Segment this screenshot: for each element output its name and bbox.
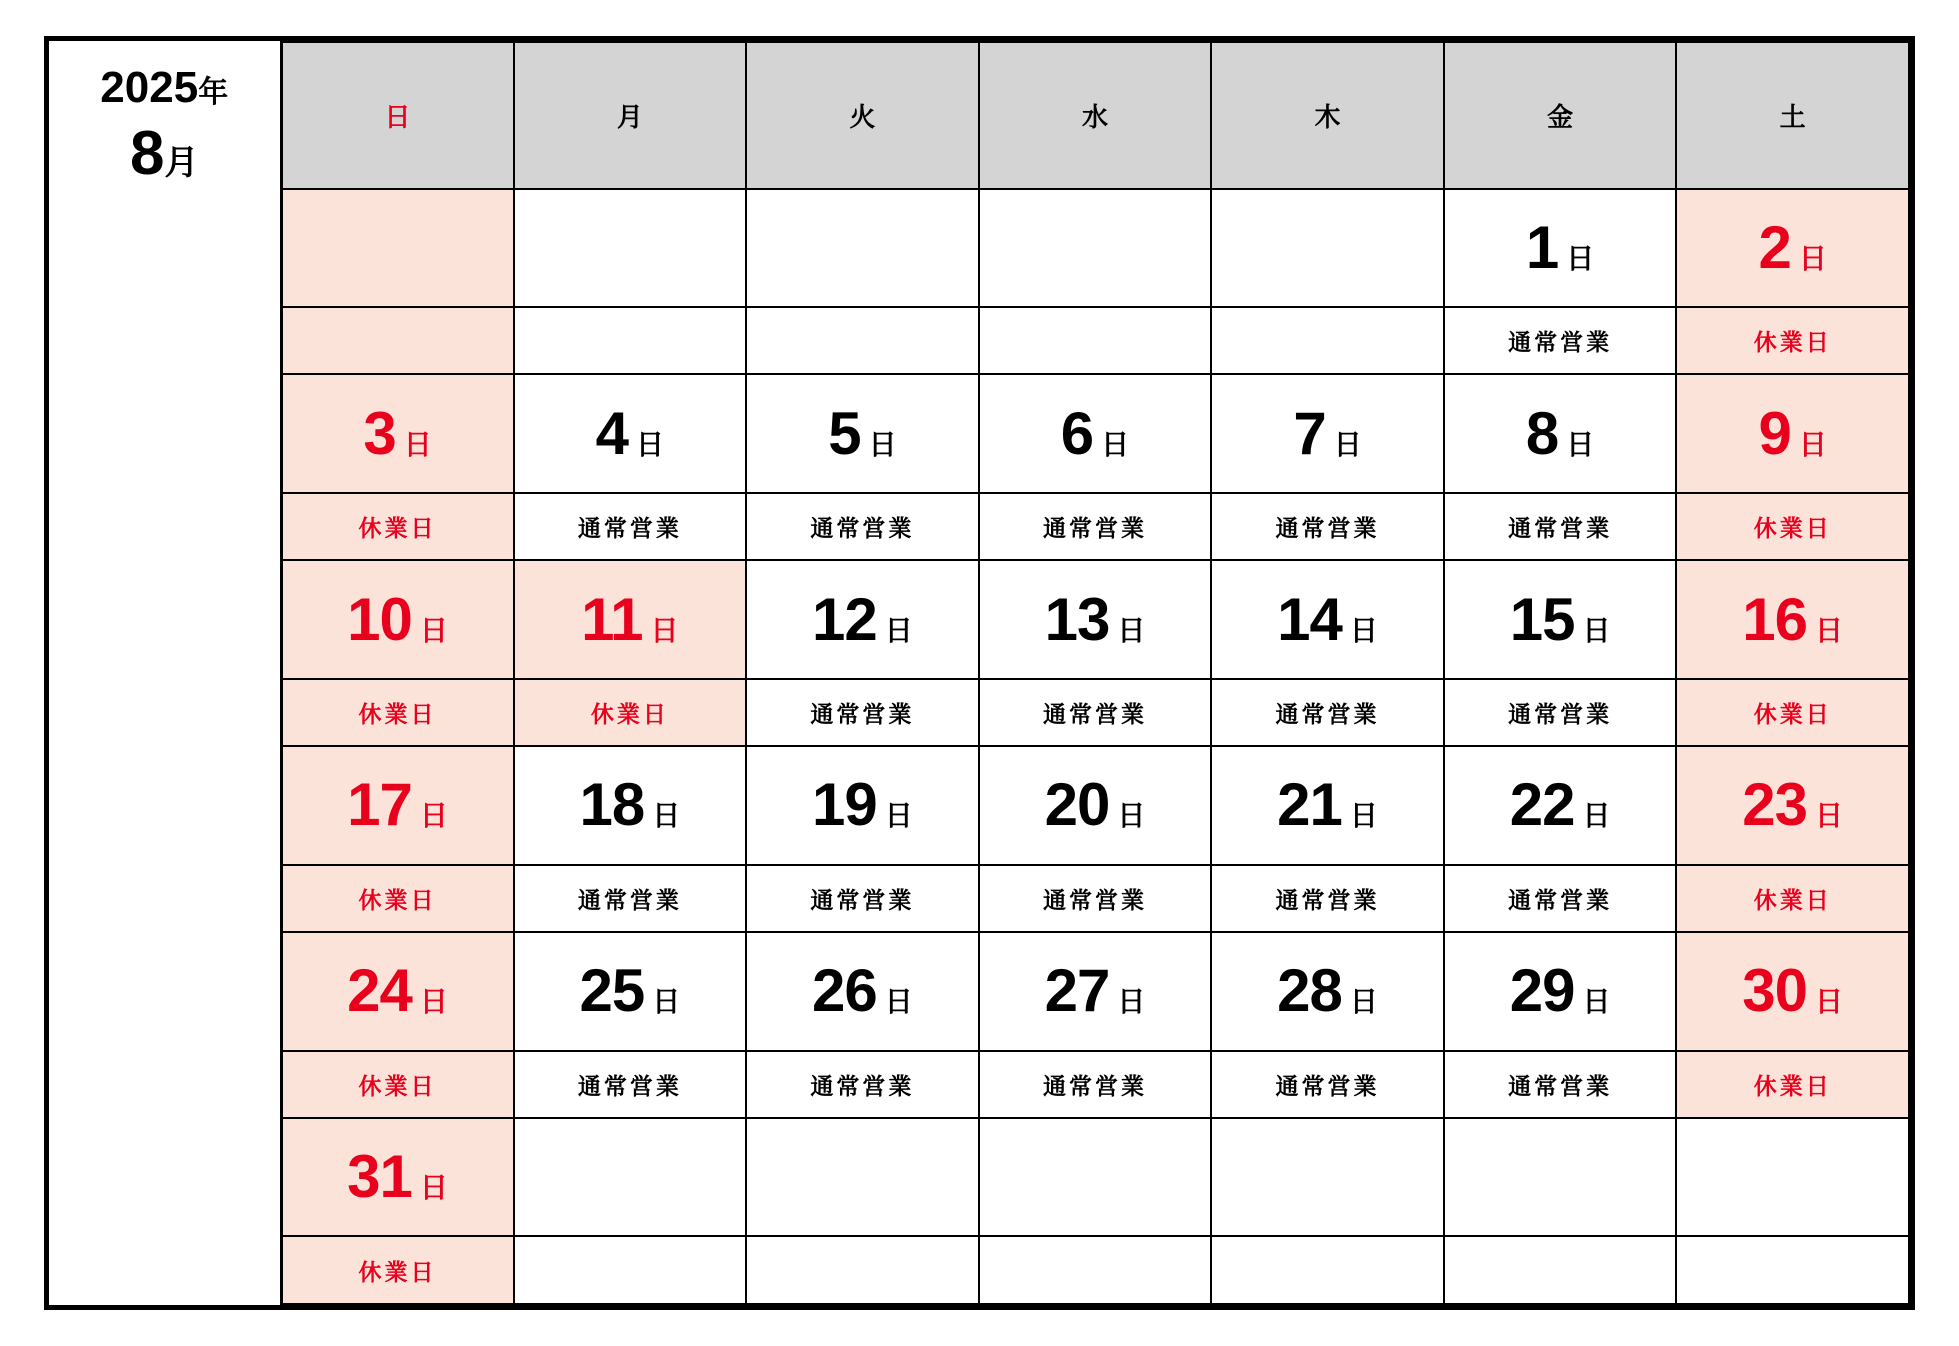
week-note-row bbox=[49, 865, 1909, 932]
title-column-spacer bbox=[49, 746, 281, 865]
day-unit-label: 日 bbox=[1815, 986, 1844, 1018]
day-cell-17[interactable] bbox=[281, 746, 514, 865]
day-unit-label: 日 bbox=[1582, 986, 1611, 1018]
status-cell-28[interactable]: 通常営業 bbox=[1211, 1051, 1444, 1118]
calendar-header bbox=[49, 42, 1909, 189]
weekday-mon: 月 bbox=[514, 42, 747, 189]
day-cell-31[interactable] bbox=[281, 1118, 514, 1237]
title-year-suffix: 年 bbox=[198, 76, 229, 109]
status-cell-17[interactable]: 休業日 bbox=[281, 865, 514, 932]
day-cell-28[interactable] bbox=[1211, 932, 1444, 1051]
day-unit-label: 日 bbox=[1349, 800, 1378, 832]
day-number: 24 bbox=[347, 957, 412, 1025]
day-number: 9 bbox=[1758, 399, 1791, 467]
day-unit-label: 日 bbox=[1333, 428, 1362, 460]
day-unit-label: 日 bbox=[403, 428, 432, 460]
day-cell-empty bbox=[746, 189, 979, 308]
day-cell-6[interactable] bbox=[979, 374, 1212, 493]
day-number: 8 bbox=[1525, 399, 1559, 467]
day-unit-label: 日 bbox=[884, 986, 913, 1018]
day-cell-1[interactable] bbox=[1444, 189, 1677, 308]
status-cell-empty bbox=[514, 307, 747, 374]
status-cell-empty bbox=[979, 307, 1212, 374]
day-number: 22 bbox=[1509, 771, 1575, 839]
title-column-spacer bbox=[49, 1236, 281, 1304]
day-unit-label: 日 bbox=[1798, 242, 1827, 274]
status-cell-7[interactable]: 通常営業 bbox=[1211, 493, 1444, 560]
title-column-spacer bbox=[49, 189, 281, 308]
day-unit-label: 日 bbox=[1349, 986, 1378, 1018]
status-cell-23[interactable]: 休業日 bbox=[1676, 865, 1909, 932]
day-cell-27[interactable] bbox=[979, 932, 1212, 1051]
week-number-row bbox=[49, 560, 1909, 679]
title-column-spacer bbox=[49, 1118, 281, 1237]
day-cell-4[interactable] bbox=[514, 374, 747, 493]
week-number-row bbox=[49, 746, 1909, 865]
day-unit-label: 日 bbox=[652, 986, 681, 1018]
status-cell-30[interactable]: 休業日 bbox=[1676, 1051, 1909, 1118]
day-number: 5 bbox=[828, 399, 861, 467]
day-number: 29 bbox=[1509, 957, 1575, 1025]
day-number: 11 bbox=[581, 585, 643, 653]
day-cell-2[interactable] bbox=[1676, 189, 1909, 308]
day-unit-label: 日 bbox=[1815, 800, 1844, 832]
status-cell-29[interactable]: 通常営業 bbox=[1444, 1051, 1677, 1118]
calendar-table bbox=[49, 41, 1910, 1305]
week-note-row bbox=[49, 307, 1909, 374]
status-cell-empty bbox=[281, 307, 514, 374]
day-unit-label: 日 bbox=[884, 800, 913, 832]
day-number: 26 bbox=[812, 957, 877, 1025]
status-cell-13[interactable]: 通常営業 bbox=[979, 679, 1212, 746]
status-cell-15[interactable]: 通常営業 bbox=[1444, 679, 1677, 746]
day-cell-empty bbox=[1676, 1118, 1909, 1237]
day-cell-9[interactable] bbox=[1676, 374, 1909, 493]
status-cell-18[interactable]: 通常営業 bbox=[514, 865, 747, 932]
day-cell-20[interactable] bbox=[979, 746, 1212, 865]
title-column-spacer bbox=[49, 307, 281, 374]
day-cell-3[interactable] bbox=[281, 374, 514, 493]
status-cell-empty bbox=[979, 1236, 1212, 1304]
status-cell-empty bbox=[1211, 307, 1444, 374]
status-cell-27[interactable]: 通常営業 bbox=[979, 1051, 1212, 1118]
day-cell-empty bbox=[746, 1118, 979, 1237]
status-cell-empty bbox=[514, 1236, 747, 1304]
status-cell-20[interactable]: 通常営業 bbox=[979, 865, 1212, 932]
day-cell-14[interactable] bbox=[1211, 560, 1444, 679]
day-cell-empty bbox=[281, 189, 514, 308]
day-cell-13[interactable] bbox=[979, 560, 1212, 679]
weekday-thu: 木 bbox=[1211, 42, 1444, 189]
status-cell-5[interactable]: 通常営業 bbox=[746, 493, 979, 560]
day-cell-empty bbox=[979, 1118, 1212, 1237]
status-cell-22[interactable]: 通常営業 bbox=[1444, 865, 1677, 932]
day-cell-empty bbox=[514, 1118, 747, 1237]
day-cell-18[interactable] bbox=[514, 746, 747, 865]
day-cell-25[interactable] bbox=[514, 932, 747, 1051]
day-cell-empty bbox=[1211, 189, 1444, 308]
title-column-spacer bbox=[49, 1051, 281, 1118]
weekday-sat: 土 bbox=[1676, 42, 1909, 189]
day-cell-empty bbox=[1211, 1118, 1444, 1237]
day-unit-label: 日 bbox=[1798, 428, 1827, 460]
title-year-number: 2025 bbox=[100, 63, 199, 112]
day-unit-label: 日 bbox=[419, 986, 448, 1018]
day-unit-label: 日 bbox=[419, 614, 448, 646]
day-number: 20 bbox=[1044, 771, 1110, 839]
status-cell-10[interactable]: 休業日 bbox=[281, 679, 514, 746]
week-number-row bbox=[49, 932, 1909, 1051]
day-unit-label: 日 bbox=[650, 614, 679, 646]
week-note-row bbox=[49, 679, 1909, 746]
day-unit-label: 日 bbox=[1117, 986, 1146, 1018]
status-cell-16[interactable]: 休業日 bbox=[1676, 679, 1909, 746]
status-cell-empty bbox=[746, 307, 979, 374]
day-cell-11[interactable] bbox=[514, 560, 747, 679]
day-number: 4 bbox=[595, 399, 629, 467]
status-cell-empty bbox=[1676, 1236, 1909, 1304]
day-cell-21[interactable] bbox=[1211, 746, 1444, 865]
day-cell-empty bbox=[979, 189, 1212, 308]
status-cell-empty bbox=[746, 1236, 979, 1304]
title-year bbox=[49, 64, 280, 112]
day-number: 6 bbox=[1060, 399, 1094, 467]
day-cell-24[interactable] bbox=[281, 932, 514, 1051]
status-cell-empty bbox=[1211, 1236, 1444, 1304]
calendar-body bbox=[49, 189, 1909, 1304]
day-number: 28 bbox=[1277, 957, 1342, 1025]
title-month-number: 8 bbox=[130, 119, 165, 189]
status-cell-2[interactable]: 休業日 bbox=[1676, 307, 1909, 374]
day-number: 15 bbox=[1509, 585, 1575, 653]
status-cell-8[interactable]: 通常営業 bbox=[1444, 493, 1677, 560]
status-cell-1[interactable]: 通常営業 bbox=[1444, 307, 1677, 374]
day-unit-label: 日 bbox=[1566, 428, 1595, 460]
week-note-row bbox=[49, 1051, 1909, 1118]
status-cell-14[interactable]: 通常営業 bbox=[1211, 679, 1444, 746]
week-note-row bbox=[49, 493, 1909, 560]
title-column-spacer bbox=[49, 865, 281, 932]
day-cell-12[interactable] bbox=[746, 560, 979, 679]
day-unit-label: 日 bbox=[1101, 428, 1130, 460]
day-cell-19[interactable] bbox=[746, 746, 979, 865]
week-number-row bbox=[49, 189, 1909, 308]
day-number: 1 bbox=[1525, 213, 1559, 281]
status-cell-4[interactable]: 通常営業 bbox=[514, 493, 747, 560]
status-cell-11[interactable]: 休業日 bbox=[514, 679, 747, 746]
day-cell-30[interactable] bbox=[1676, 932, 1909, 1051]
title-month bbox=[49, 120, 280, 188]
day-number: 2 bbox=[1758, 213, 1791, 281]
day-unit-label: 日 bbox=[1117, 614, 1146, 646]
day-number: 23 bbox=[1742, 771, 1808, 839]
day-number: 30 bbox=[1742, 957, 1808, 1025]
day-cell-22[interactable] bbox=[1444, 746, 1677, 865]
status-cell-6[interactable]: 通常営業 bbox=[979, 493, 1212, 560]
calendar-frame bbox=[44, 36, 1915, 1310]
day-unit-label: 日 bbox=[1117, 800, 1146, 832]
day-cell-empty bbox=[514, 189, 747, 308]
day-cell-26[interactable] bbox=[746, 932, 979, 1051]
day-number: 10 bbox=[347, 585, 412, 653]
weekday-sun: 日 bbox=[281, 42, 514, 189]
day-number: 17 bbox=[347, 771, 412, 839]
day-unit-label: 日 bbox=[868, 428, 897, 460]
status-cell-3[interactable]: 休業日 bbox=[281, 493, 514, 560]
day-cell-7[interactable] bbox=[1211, 374, 1444, 493]
day-number: 25 bbox=[579, 957, 645, 1025]
day-unit-label: 日 bbox=[652, 800, 681, 832]
title-column-spacer bbox=[49, 374, 281, 493]
calendar-title bbox=[49, 42, 281, 189]
day-cell-16[interactable] bbox=[1676, 560, 1909, 679]
day-unit-label: 日 bbox=[884, 614, 913, 646]
day-number: 21 bbox=[1277, 771, 1342, 839]
title-column-spacer bbox=[49, 493, 281, 560]
day-number: 13 bbox=[1044, 585, 1110, 653]
day-number: 3 bbox=[363, 399, 396, 467]
weekday-wed: 水 bbox=[979, 42, 1212, 189]
status-cell-12[interactable]: 通常営業 bbox=[746, 679, 979, 746]
day-number: 12 bbox=[812, 585, 877, 653]
status-cell-31[interactable]: 休業日 bbox=[281, 1236, 514, 1304]
day-cell-empty bbox=[1444, 1118, 1677, 1237]
status-cell-24[interactable]: 休業日 bbox=[281, 1051, 514, 1118]
week-number-row bbox=[49, 374, 1909, 493]
weekday-header-row bbox=[49, 42, 1909, 189]
status-cell-19[interactable]: 通常営業 bbox=[746, 865, 979, 932]
day-number: 14 bbox=[1277, 585, 1342, 653]
status-cell-26[interactable]: 通常営業 bbox=[746, 1051, 979, 1118]
day-cell-15[interactable] bbox=[1444, 560, 1677, 679]
day-number: 27 bbox=[1044, 957, 1110, 1025]
weekday-fri: 金 bbox=[1444, 42, 1677, 189]
week-number-row bbox=[49, 1118, 1909, 1237]
day-number: 31 bbox=[347, 1143, 412, 1211]
day-number: 7 bbox=[1293, 399, 1326, 467]
day-unit-label: 日 bbox=[636, 428, 665, 460]
day-unit-label: 日 bbox=[1582, 614, 1611, 646]
day-number: 19 bbox=[812, 771, 877, 839]
day-cell-10[interactable] bbox=[281, 560, 514, 679]
status-cell-empty bbox=[1444, 1236, 1677, 1304]
status-cell-21[interactable]: 通常営業 bbox=[1211, 865, 1444, 932]
day-unit-label: 日 bbox=[1349, 614, 1378, 646]
day-unit-label: 日 bbox=[419, 800, 448, 832]
title-column-spacer bbox=[49, 679, 281, 746]
day-cell-29[interactable] bbox=[1444, 932, 1677, 1051]
week-note-row bbox=[49, 1236, 1909, 1304]
day-unit-label: 日 bbox=[1815, 614, 1844, 646]
day-unit-label: 日 bbox=[1566, 242, 1595, 274]
title-column-spacer bbox=[49, 932, 281, 1051]
weekday-tue: 火 bbox=[746, 42, 979, 189]
status-cell-25[interactable]: 通常営業 bbox=[514, 1051, 747, 1118]
day-cell-5[interactable] bbox=[746, 374, 979, 493]
day-number: 18 bbox=[579, 771, 645, 839]
status-cell-9[interactable]: 休業日 bbox=[1676, 493, 1909, 560]
day-cell-23[interactable] bbox=[1676, 746, 1909, 865]
title-month-suffix: 月 bbox=[164, 144, 199, 183]
day-cell-8[interactable] bbox=[1444, 374, 1677, 493]
day-unit-label: 日 bbox=[419, 1172, 448, 1204]
day-unit-label: 日 bbox=[1582, 800, 1611, 832]
title-column-spacer bbox=[49, 560, 281, 679]
day-number: 16 bbox=[1742, 585, 1808, 653]
